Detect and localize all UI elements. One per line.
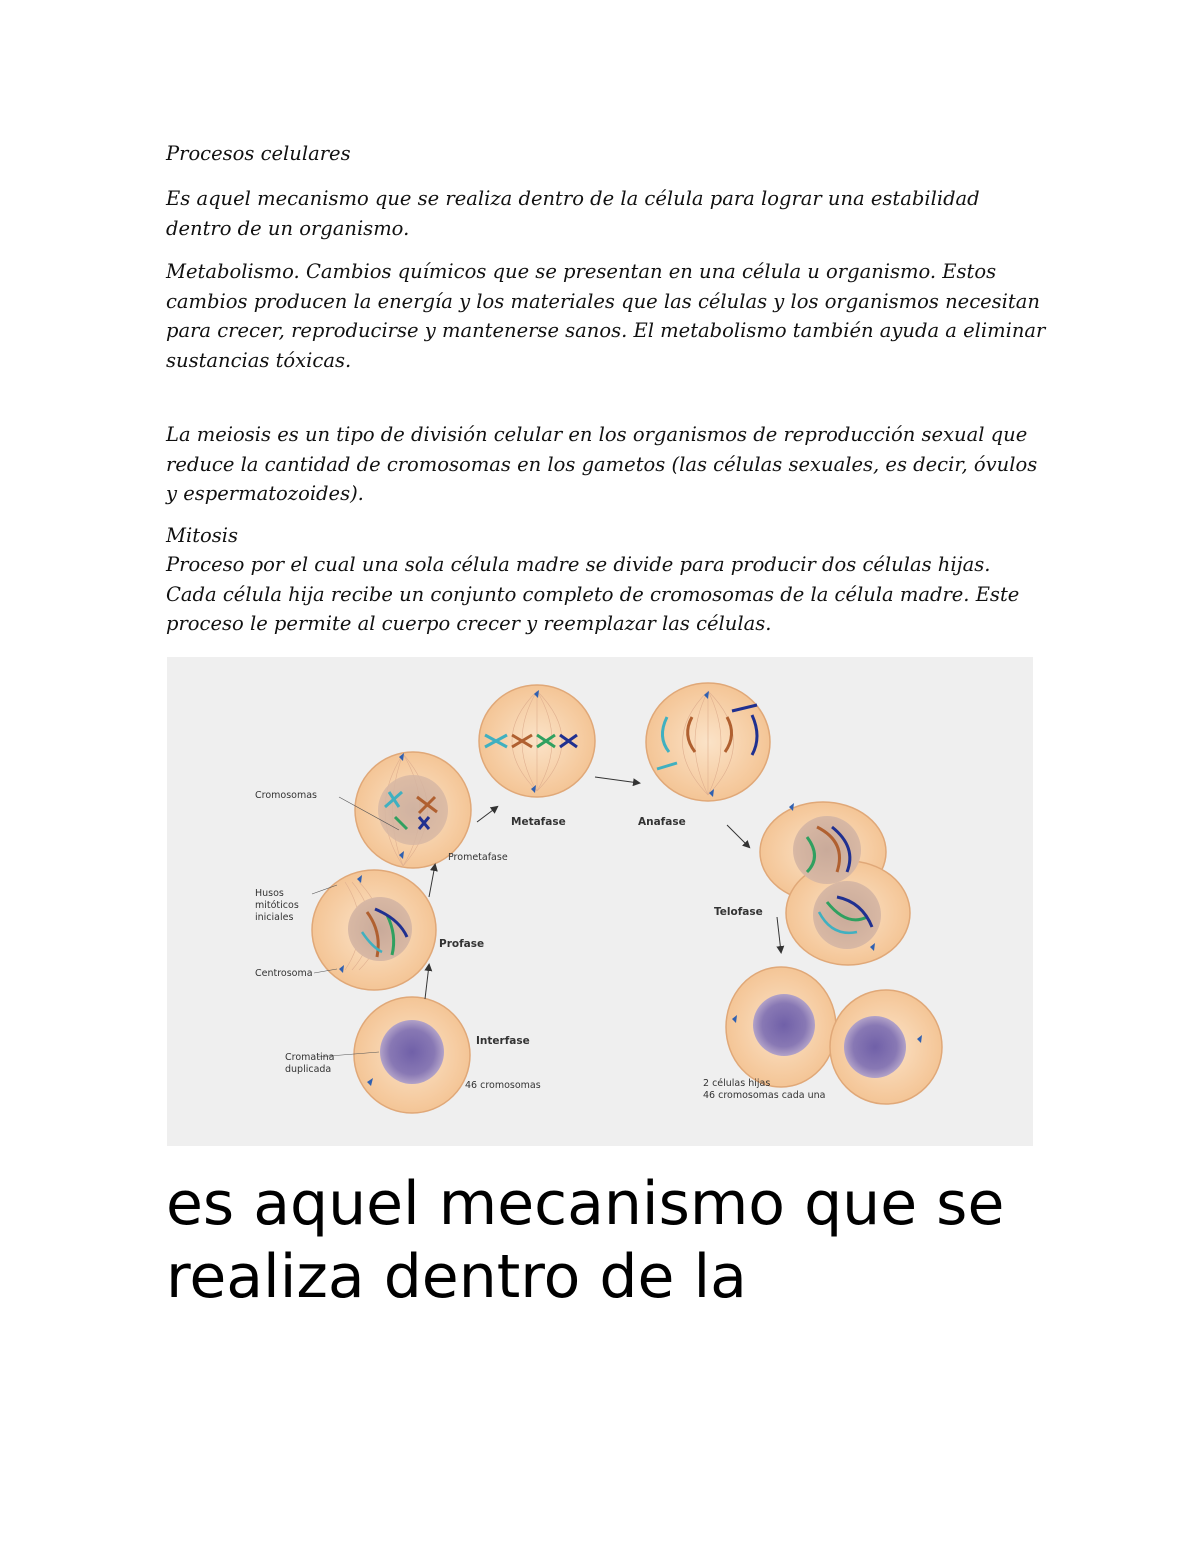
label-husos-2: mitóticos: [255, 900, 299, 911]
cell-anafase: [646, 683, 770, 801]
mitosis-paragraph: Proceso por el cual una sola célula madre se divide para producir dos células hijas. Cada célula hija recibe un conjunto completo de cromosomas de la célula madre. Este proceso le permite al cuerpo crecer y reemplazar las células.: [166, 553, 1020, 635]
label-cromatina-2: duplicada: [285, 1064, 332, 1075]
phase-interfase: Interfase: [476, 1035, 530, 1047]
label-hijas-2: 46 cromosomas cada una: [703, 1090, 826, 1101]
phase-arrows: [425, 777, 781, 999]
cell-telofase: [760, 802, 910, 965]
phase-prometafase: Prometafase: [448, 852, 508, 863]
label-centrosoma: Centrosoma: [255, 968, 313, 979]
phase-metafase: Metafase: [511, 816, 566, 828]
cell-interfase: [354, 997, 470, 1113]
mitosis-diagram: [167, 657, 1033, 1146]
phase-anafase: Anafase: [638, 816, 686, 828]
phase-profase: Profase: [439, 938, 485, 950]
large-text: es aquel mecanismo que se realiza dentro de la: [166, 1169, 1005, 1312]
label-46-cromosomas: 46 cromosomas: [465, 1080, 541, 1091]
cell-profase: [312, 870, 436, 990]
phase-telofase: Telofase: [714, 906, 763, 918]
document-title: Procesos celulares: [166, 142, 351, 165]
cell-metafase: [479, 685, 595, 797]
label-husos-1: Husos: [255, 888, 284, 899]
metabolism-paragraph: Metabolismo. Cambios químicos que se presentan en una célula u organismo. Estos cambios producen la energía y los materiales que las células y los organismos necesitan para crecer, reproducirse y mantenerse sanos. El metabolismo también ayuda a eliminar sustancias tóxicas.: [166, 260, 1046, 372]
label-cromosomas: Cromosomas: [255, 790, 317, 801]
mitosis-heading: Mitosis: [166, 524, 239, 547]
label-cromatina-1: Cromatina: [285, 1052, 335, 1063]
cell-prometafase: [355, 752, 471, 868]
label-husos-3: iniciales: [255, 912, 294, 923]
label-hijas-1: 2 células hijas: [703, 1078, 771, 1089]
intro-paragraph: Es aquel mecanismo que se realiza dentro de la célula para lograr una estabilidad dentro de un organismo.: [166, 187, 980, 240]
meiosis-paragraph: La meiosis es un tipo de división celular en los organismos de reproducción sexual que reduce la cantidad de cromosomas en los gametos (las células sexuales, es decir, óvulos y espermatozoides).: [166, 423, 1038, 505]
